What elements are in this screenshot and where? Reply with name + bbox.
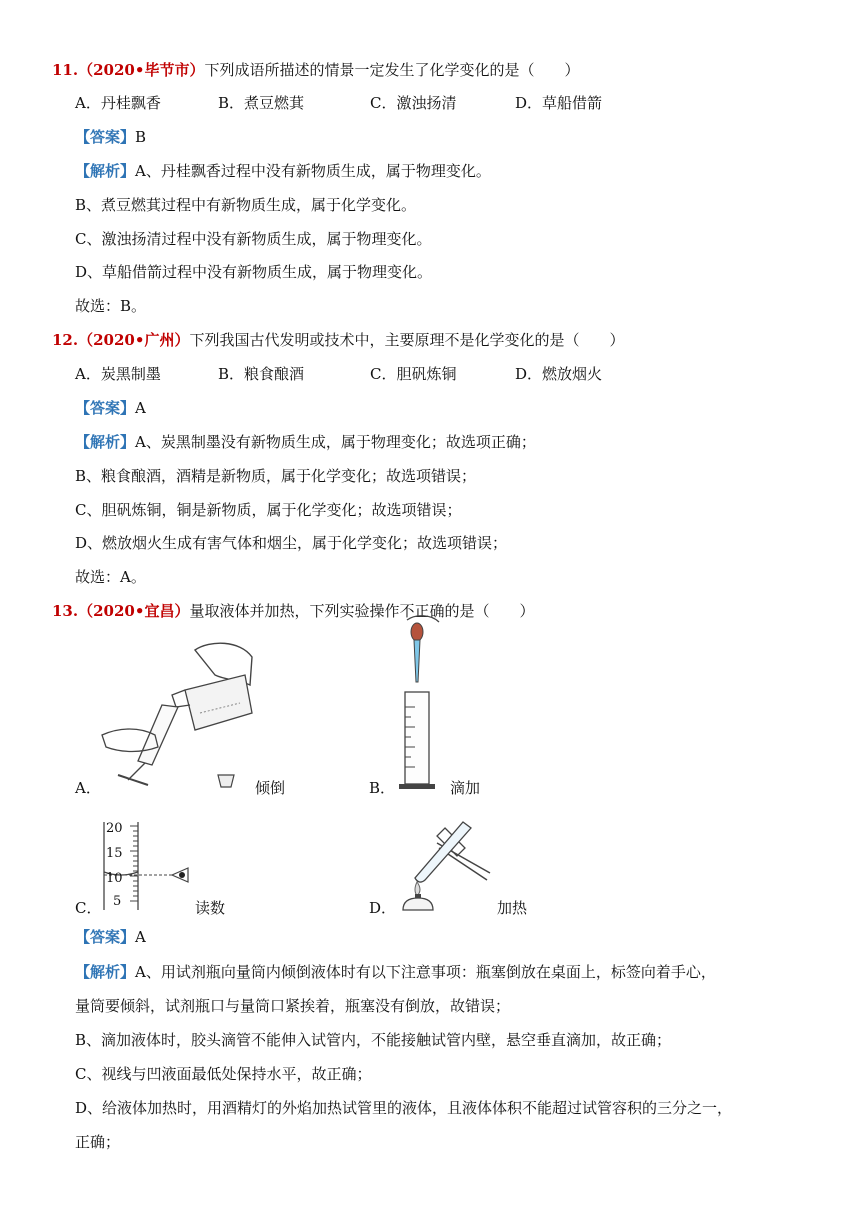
scale-label-15: 15 (106, 846, 123, 861)
q11-conclusion: 故选：B。 (75, 297, 147, 315)
q11-option-b: B．煮豆燃萁 (218, 94, 305, 112)
q12-analysis-line-1 (75, 432, 536, 452)
figure-a-letter: A． (75, 779, 101, 797)
q11-option-d: D．草船借箭 (515, 94, 603, 112)
q12-answer: A (135, 399, 146, 417)
figure-c-caption: 读数 (195, 899, 226, 917)
q13-analysis-tag: 【解析】 (75, 963, 136, 981)
figure-a-caption: 倾倒 (255, 779, 286, 797)
q13-analysis-line-2: 量筒要倾斜，试剂瓶口与量筒口紧挨着，瓶塞没有倒放，故错误； (75, 997, 511, 1015)
q11-number: 11. (52, 61, 79, 79)
q12-analysis-line-4: D、燃放烟火生成有害气体和烟尘，属于化学变化；故选项错误； (75, 534, 508, 552)
q13-answer-line (75, 927, 146, 947)
figure-b-caption: 滴加 (450, 779, 481, 797)
q12-option-a: A．炭黑制墨 (75, 365, 161, 383)
q12-stem-line (52, 330, 624, 350)
q11-analysis-tag: 【解析】 (75, 162, 136, 180)
q11-analysis-text-1: A、丹桂飘香过程中没有新物质生成，属于物理变化。 (135, 162, 491, 180)
q12-source: （2020•广州） (78, 331, 190, 349)
scale-label-5: 5 (113, 894, 122, 909)
q11-answer-line (75, 127, 146, 147)
q12-answer-tag: 【答案】 (75, 399, 136, 417)
q13-answer: A (135, 928, 146, 946)
figure-b-letter: B． (369, 779, 396, 797)
q12-answer-line (75, 398, 146, 418)
q11-analysis-line-3: C、激浊扬清过程中没有新物质生成，属于物理变化。 (75, 230, 432, 248)
q13-stem: 量取液体并加热，下列实验操作不正确的是（ ） (189, 602, 535, 620)
figure-b-dropping-illustration (395, 612, 455, 792)
q12-analysis-line-2: B、粮食酿酒，酒精是新物质，属于化学变化；故选项错误； (75, 467, 477, 485)
q12-conclusion: 故选：A。 (75, 568, 146, 586)
scale-label-10: 10 (106, 871, 123, 886)
figure-a-pouring-illustration (100, 635, 270, 795)
q13-analysis-line-4: C、视线与凹液面最低处保持水平，故正确； (75, 1065, 372, 1083)
q11-source: （2020•毕节市） (78, 61, 205, 79)
q11-option-c: C．激浊扬清 (370, 94, 457, 112)
q11-stem-line (52, 60, 579, 80)
scale-label-20: 20 (106, 821, 123, 836)
figure-d-letter: D． (369, 899, 397, 917)
q11-stem: 下列成语所描述的情景一定发生了化学变化的是（ ） (204, 61, 580, 79)
q13-analysis-line-6: 正确； (75, 1133, 121, 1151)
q13-analysis-line-1 (75, 962, 716, 982)
q12-stem: 下列我国古代发明或技术中，主要原理不是化学变化的是（ ） (189, 331, 625, 349)
q11-analysis-line-4: D、草船借箭过程中没有新物质生成，属于物理变化。 (75, 263, 433, 281)
q13-analysis-line-3: B、滴加液体时，胶头滴管不能伸入试管内，不能接触试管内壁，悬空垂直滴加，故正确； (75, 1031, 672, 1049)
q13-analysis-text-1: A、用试剂瓶向量筒内倾倒液体时有以下注意事项：瓶塞倒放在桌面上，标签向着手心， (135, 963, 716, 981)
q12-number: 12. (52, 331, 79, 349)
figure-d-heating-illustration (395, 818, 505, 913)
q13-answer-tag: 【答案】 (75, 928, 136, 946)
q12-analysis-text-1: A、炭黑制墨没有新物质生成，属于物理变化；故选项正确； (135, 433, 536, 451)
q11-analysis-line-2: B、煮豆燃萁过程中有新物质生成，属于化学变化。 (75, 196, 417, 214)
q11-answer-tag: 【答案】 (75, 128, 136, 146)
q13-number: 13. (52, 602, 79, 620)
q12-option-b: B．粮食酿酒 (218, 365, 305, 383)
q13-stem-line (52, 601, 534, 621)
figure-d-caption: 加热 (497, 899, 528, 917)
q11-analysis-line-1 (75, 161, 491, 181)
q11-answer: B (135, 128, 147, 146)
q12-analysis-line-3: C、胆矾炼铜，铜是新物质，属于化学变化；故选项错误； (75, 501, 462, 519)
q12-option-d: D．燃放烟火 (515, 365, 603, 383)
figure-c-letter: C． (75, 899, 102, 917)
q13-source: （2020•宜昌） (78, 602, 190, 620)
q12-option-c: C．胆矾炼铜 (370, 365, 457, 383)
q12-analysis-tag: 【解析】 (75, 433, 136, 451)
q13-analysis-line-5: D、给液体加热时，用酒精灯的外焰加热试管里的液体，且液体体积不能超过试管容积的三分之一， (75, 1099, 733, 1117)
q11-option-a: A．丹桂飘香 (75, 94, 161, 112)
